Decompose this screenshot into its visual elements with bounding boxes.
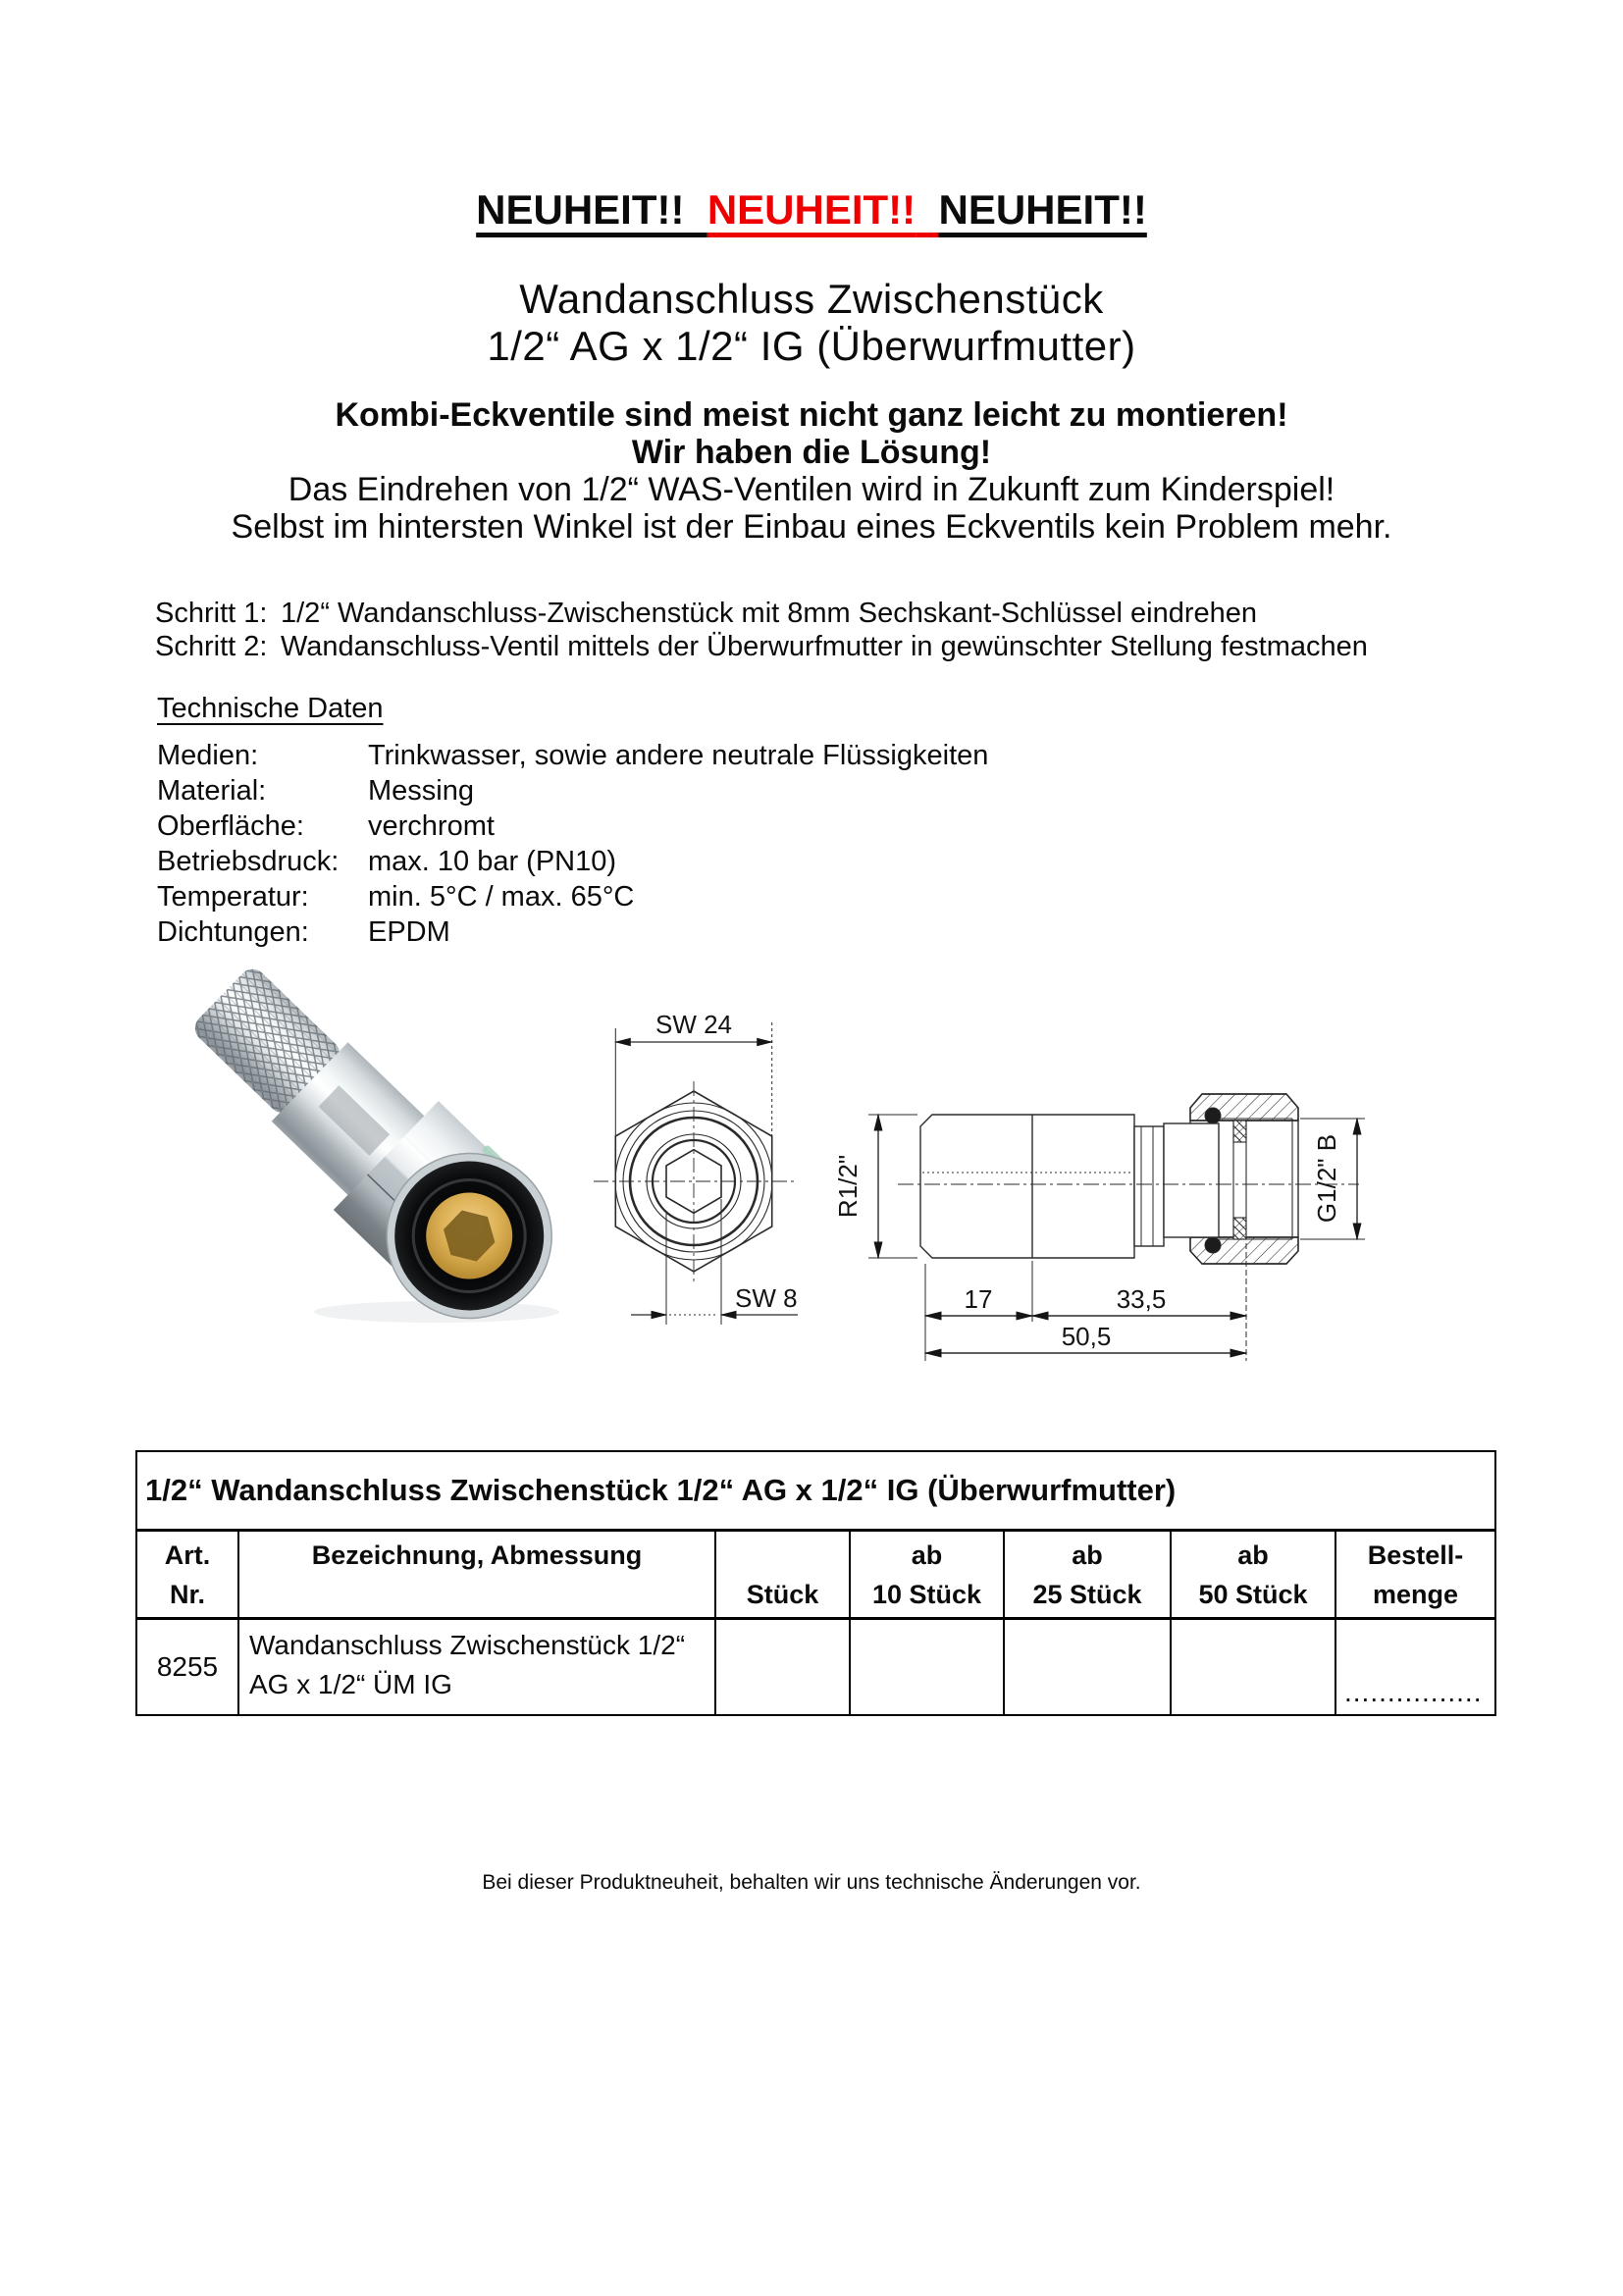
cell-price-ab10 [850,1619,1004,1716]
headline-spacer-2 [916,186,938,233]
drawing-side-view [829,1025,1379,1379]
col-header-line: Stück [746,1579,819,1609]
col-header-line: Art. [164,1539,211,1570]
col-header-ab25 [1004,1531,1171,1619]
headline-word-1: NEUHEIT!! [476,186,685,233]
col-header-line: Bestell- [1367,1539,1464,1570]
dim-label-sw24: SW 24 [654,1010,733,1039]
order-table [135,1450,1496,1716]
tech-value: EPDM [368,916,450,948]
col-header-line: ab [1237,1539,1269,1570]
headline-word-3: NEUHEIT!! [938,186,1147,233]
dim-label-505: 50,5 [1061,1322,1112,1351]
step-row-2 [155,630,1368,663]
step-1-text: 1/2“ Wandanschluss-Zwischenstück mit 8mm Sechskant-Schlüssel eindrehen [281,598,1258,629]
tech-label: Dichtungen: [157,916,309,948]
order-table-data-row [136,1619,1495,1716]
col-header-line: 10 Stück [871,1579,982,1609]
tech-label: Betriebsdruck: [157,846,340,877]
dim-label-r12: R1/2" [833,1154,863,1219]
dim-label-335: 33,5 [1116,1284,1167,1314]
cell-description-line2: AG x 1/2“ ÜM IG [249,1669,452,1699]
col-header-line: ab [1072,1539,1103,1570]
order-table-title: 1/2“ Wandanschluss Zwischenstück 1/2“ AG x 1/2“ IG (Überwurfmutter) [136,1451,1495,1531]
tech-data-list [157,738,988,950]
tech-row-betriebsdruck [157,844,988,879]
tech-label: Oberfläche: [157,810,304,842]
cell-price-ab50 [1171,1619,1335,1716]
steps [155,597,1368,663]
headline-spacer-1 [684,186,707,233]
product-title-line1: Wandanschluss Zwischenstück [519,276,1104,322]
col-header-ab50 [1171,1531,1335,1619]
footer-note: Bei dieser Produktneuheit, behalten wir uns technische Änderungen vor. [482,1871,1141,1894]
col-header-line: 25 Stück [1032,1579,1142,1609]
col-header-line: ab [911,1539,943,1570]
intro-line4: Selbst im hintersten Winkel ist der Einbau eines Eckventils kein Problem mehr. [231,508,1392,546]
cell-description-line1: Wandanschluss Zwischenstück 1/2“ [249,1630,686,1660]
col-header-line [239,1575,714,1614]
cell-price-stueck [715,1619,850,1716]
tech-value: verchromt [368,810,495,842]
tech-value: min. 5°C / max. 65°C [368,881,635,913]
order-table-title-row [136,1451,1495,1531]
product-title-line2: 1/2“ AG x 1/2“ IG (Überwurfmutter) [487,323,1136,369]
intro-text [0,396,1623,546]
tech-row-dichtungen [157,914,988,950]
product-title [0,276,1623,370]
dim-label-sw8: SW 8 [735,1283,798,1313]
step-1-label: Schritt 1: [155,598,268,629]
tech-row-temperatur [157,879,988,914]
cell-price-ab25 [1004,1619,1171,1716]
bestellmenge-fill-line[interactable]: ................ [1344,1677,1483,1707]
tech-row-medien [157,738,988,773]
col-header-line: Bezeichnung, Abmessung [311,1539,643,1570]
intro-bold-line1: Kombi-Eckventile sind meist nicht ganz leicht zu montieren! [335,396,1288,434]
cell-bestellmenge-field[interactable] [1335,1619,1495,1716]
cell-description [238,1619,715,1716]
headline-word-2-red: NEUHEIT!! [707,186,916,233]
tech-value: max. 10 bar (PN10) [368,846,617,877]
tech-label: Material: [157,775,267,807]
product-photo [142,957,574,1330]
step-row-1 [155,597,1368,630]
tech-row-material [157,773,988,809]
col-header-line: 50 Stück [1198,1579,1308,1609]
tech-value: Trinkwasser, sowie andere neutrale Flüssigkeiten [368,740,989,771]
col-header-line: menge [1373,1579,1459,1609]
dim-label-17: 17 [964,1284,993,1314]
intro-bold-line2: Wir haben die Lösung! [631,434,992,471]
tech-label: Medien: [157,740,259,771]
step-2-label: Schritt 2: [155,631,268,662]
intro-line3: Das Eindrehen von 1/2“ WAS-Ventilen wird in Zukunft zum Kinderspiel! [288,471,1335,508]
dim-label-g12b: G1/2" B [1312,1133,1341,1224]
step-2-text: Wandanschluss-Ventil mittels der Überwurfmutter in gewünschter Stellung festmachen [281,631,1368,662]
cell-artnr: 8255 [136,1619,238,1716]
col-header-stueck [715,1531,850,1619]
tech-row-oberflaeche [157,809,988,844]
tech-label: Temperatur: [157,881,309,913]
col-header-artnr [136,1531,238,1619]
col-header-bezeichnung [238,1531,715,1619]
tech-value: Messing [368,775,474,807]
col-header-line [716,1536,849,1575]
order-table-header-row [136,1531,1495,1619]
col-header-bestellmenge [1335,1531,1495,1619]
col-header-line: Nr. [169,1579,206,1609]
tech-data-heading: Technische Daten [157,693,384,724]
headline [0,186,1623,234]
col-header-ab10 [850,1531,1004,1619]
